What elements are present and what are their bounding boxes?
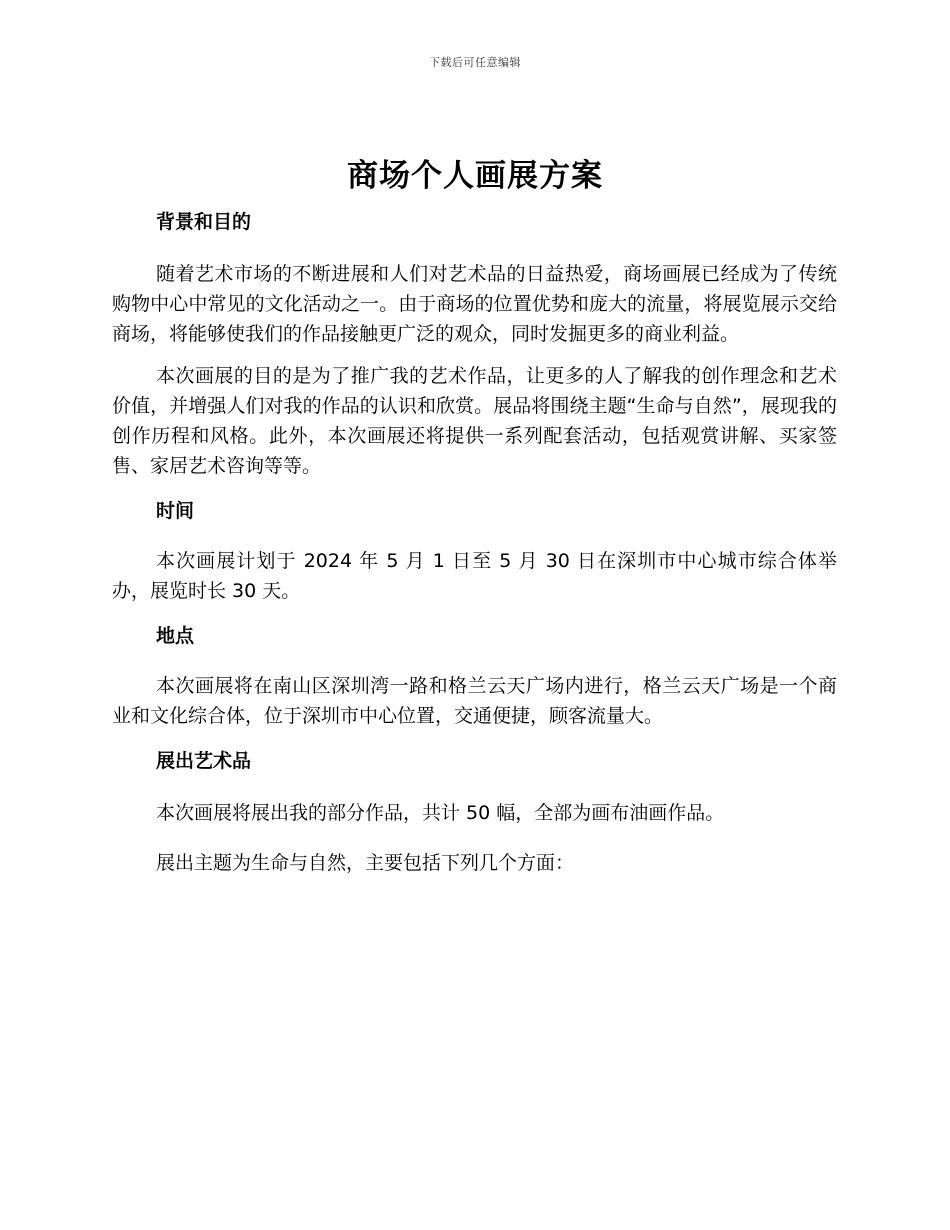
artworks-paragraph-2: 展出主题为生命与自然，主要包括下列几个方面： — [156, 852, 575, 874]
section-heading-background: 背景和目的 — [156, 211, 252, 233]
section-heading-time: 时间 — [156, 500, 195, 522]
header-note: 下载后可任意编辑 — [429, 56, 521, 69]
location-paragraph: 本次画展将在南山区深圳湾一路和格兰云天广场内进行，格兰云天广场是一个商业和文化综合体，位于深圳市中心位置，交通便捷，顾客流量大。 — [112, 675, 837, 727]
section-heading-location: 地点 — [156, 625, 195, 647]
section-heading-artworks: 展出艺术品 — [156, 750, 252, 772]
artworks-paragraph-1: 本次画展将展出我的部分作品，共计 50 幅，全部为画布油画作品。 — [156, 802, 725, 824]
background-paragraph-2: 本次画展的目的是为了推广我的艺术作品，让更多的人了解我的创作理念和艺术价值，并增强人们对我的作品的认识和欣赏。展品将围绕主题“生命与自然”，展现我的创作历程和风格。此外，本次画展还将提供一系列配套活动，包括观赏讲解、买家签售、家居艺术咨询等等。 — [112, 365, 837, 477]
background-paragraph-1: 随着艺术市场的不断进展和人们对艺术品的日益热爱，商场画展已经成为了传统购物中心中常见的文化活动之一。由于商场的位置优势和庞大的流量，将展览展示交给商场，将能够使我们的作品接触更广泛的观众，同时发掘更多的商业利益。 — [112, 263, 837, 345]
time-paragraph: 本次画展计划于 2024 年 5 月 1 日至 5 月 30 日在深圳市中心城市综合体举办，展览时长 30 天。 — [112, 550, 837, 602]
document-body — [112, 203, 837, 878]
document-title: 商场个人画展方案 — [347, 158, 603, 194]
